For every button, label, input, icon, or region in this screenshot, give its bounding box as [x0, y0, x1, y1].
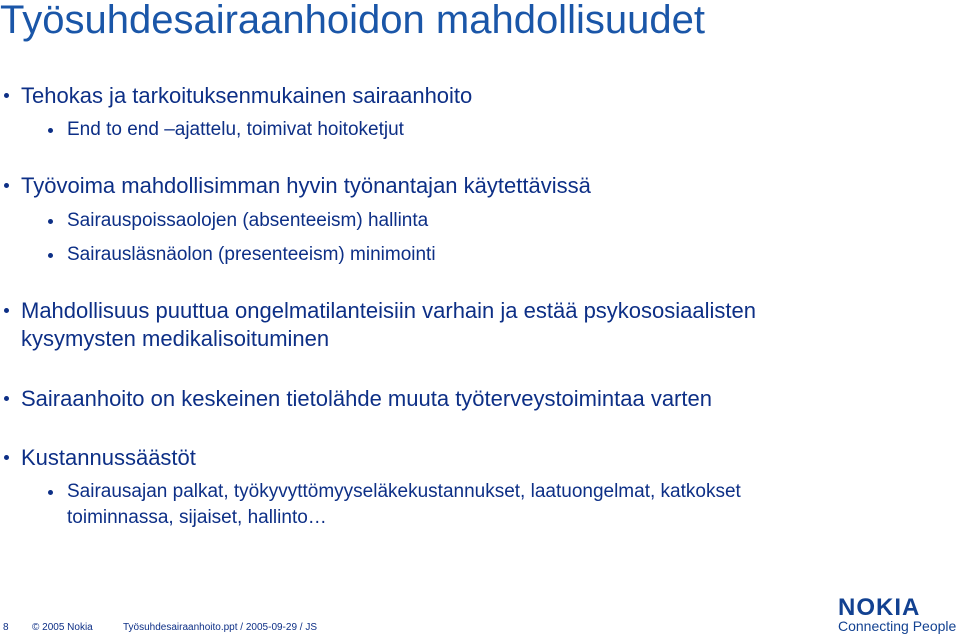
bullet-text: Työvoima mahdollisimman hyvin työnantajan käytettävissä	[21, 173, 591, 198]
bullet-text: Tehokas ja tarkoituksenmukainen sairaanhoito	[21, 83, 473, 108]
bullet-text: Kustannussäästöt	[21, 445, 196, 470]
bullet-level2	[67, 244, 436, 266]
bullet-level1	[21, 173, 591, 199]
bullet-level1	[21, 386, 712, 412]
bullet-dot-icon	[48, 253, 53, 258]
copyright-text: © 2005 Nokia	[32, 622, 93, 633]
bullet-continuation	[67, 507, 327, 529]
bullet-text: End to end –ajattelu, toimivat hoitoketjut	[67, 119, 404, 140]
bullet-dot-icon	[4, 396, 9, 401]
slide-title: Työsuhdesairaanhoidon mahdollisuudet	[0, 0, 705, 42]
bullet-dot-icon	[48, 219, 53, 224]
page-number: 8	[3, 622, 9, 633]
logo-wordmark: NOKIA	[838, 594, 921, 621]
bullet-level2	[67, 210, 428, 232]
bullet-dot-icon	[48, 128, 53, 133]
bullet-continuation	[21, 326, 329, 352]
bullet-text: Sairausläsnäolon (presenteeism) minimointi	[67, 244, 436, 265]
bullet-text: Sairausajan palkat, työkyvyttömyyseläkekustannukset, laatuongelmat, katkokset	[67, 481, 741, 502]
bullet-dot-icon	[4, 93, 9, 98]
bullet-text: Sairaanhoito on keskeinen tietolähde muuta työterveystoimintaa varten	[21, 386, 712, 411]
bullet-level1	[21, 83, 472, 109]
bullet-level2	[67, 481, 741, 503]
bullet-level1	[21, 298, 756, 324]
bullet-text: kysymysten medikalisoituminen	[21, 326, 330, 351]
bullet-text: Mahdollisuus puuttua ongelmatilanteisiin varhain ja estää psykososiaalisten	[21, 298, 756, 323]
bullet-dot-icon	[4, 308, 9, 313]
bullet-text: Sairauspoissaolojen (absenteeism) hallinta	[67, 210, 429, 231]
bullet-level2	[67, 119, 404, 141]
file-info: Työsuhdesairaanhoito.ppt / 2005-09-29 / JS	[123, 622, 318, 633]
bullet-dot-icon	[4, 455, 9, 460]
bullet-text: toiminnassa, sijaiset, hallinto…	[67, 507, 327, 528]
nokia-logo	[838, 594, 957, 636]
bullet-dot-icon	[4, 183, 9, 188]
logo-tagline: Connecting People	[838, 618, 957, 634]
bullet-dot-icon	[48, 490, 53, 495]
bullet-level1	[21, 445, 196, 471]
